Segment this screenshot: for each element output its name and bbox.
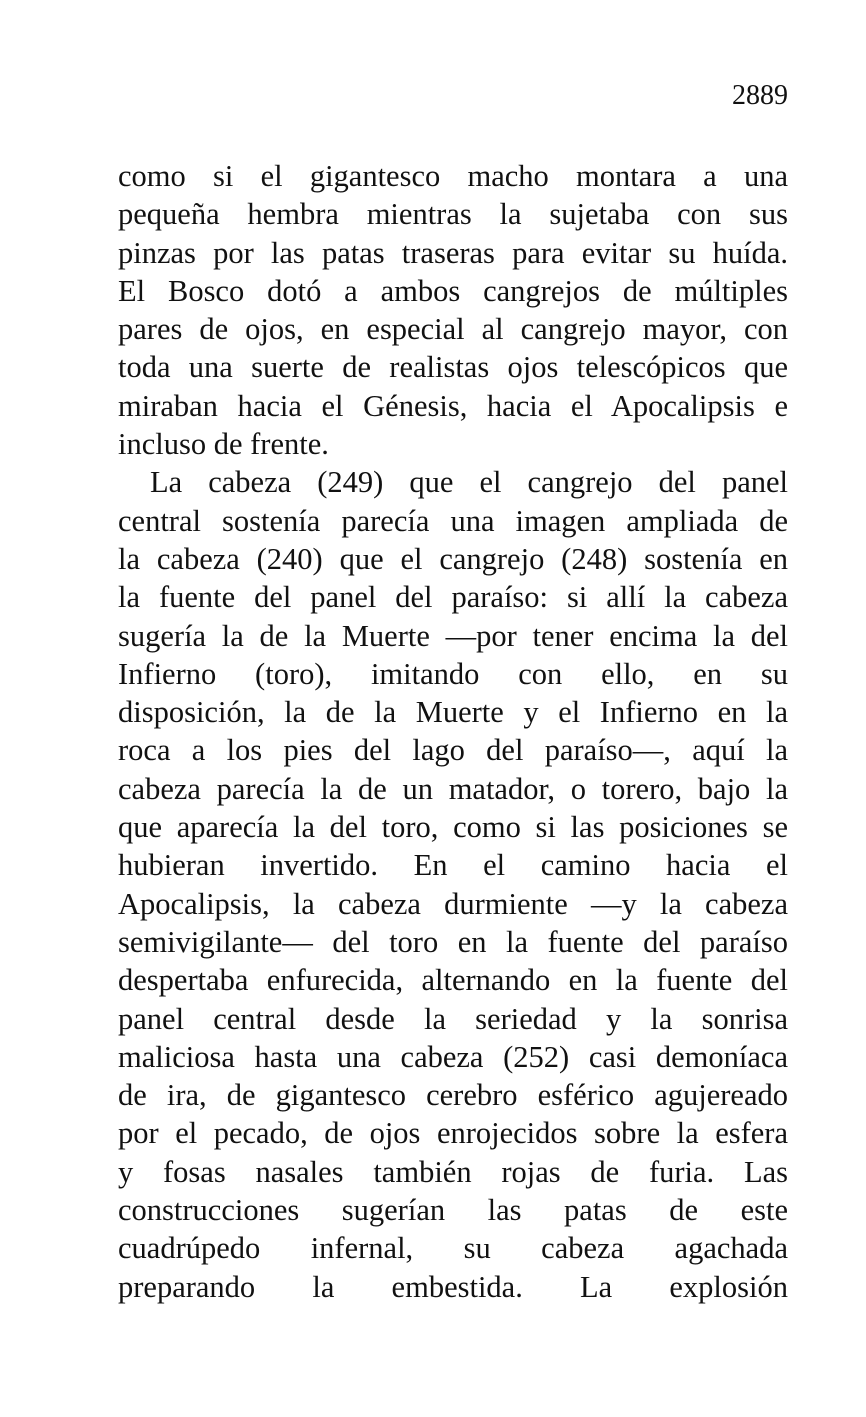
text-line: El Bosco dotó a ambos cangrejos de múltiples: [118, 273, 788, 308]
text-line: y fosas nasales también rojas de furia. Las: [118, 1154, 788, 1189]
text-line: que aparecía la del toro, como si las posiciones se: [118, 810, 788, 845]
text-line: Infierno (toro), imitando con ello, en su: [118, 656, 788, 691]
text-line: preparando la embestida. La explosión: [118, 1269, 788, 1304]
text-line: sugería la de la Muerte —por tener encima la del: [118, 618, 788, 653]
text-line: roca a los pies del lago del paraíso—, aquí la: [118, 733, 788, 768]
text-line: maliciosa hasta una cabeza (252) casi demoníaca: [118, 1039, 788, 1074]
text-line: miraban hacia el Génesis, hacia el Apocalipsis e: [118, 388, 788, 423]
text-line: construcciones sugerían las patas de este: [118, 1193, 788, 1228]
text-line: la fuente del panel del paraíso: si allí la cabeza: [118, 580, 788, 615]
page-number: 2889: [732, 80, 788, 111]
text-line: La cabeza (249) que el cangrejo del panel: [150, 465, 788, 500]
text-line: por el pecado, de ojos enrojecidos sobre la esfera: [118, 1116, 788, 1151]
text-line: toda una suerte de realistas ojos telescópicos que: [118, 350, 788, 385]
text-line: como si el gigantesco macho montara a una: [118, 159, 788, 193]
text-line: pequeña hembra mientras la sujetaba con sus: [118, 197, 788, 232]
text-line: central sostenía parecía una imagen ampliada de: [118, 503, 788, 538]
text-line: semivigilante— del toro en la fuente del paraíso: [118, 924, 788, 959]
text-line: incluso de frente.: [118, 427, 329, 462]
text-line: disposición, la de la Muerte y el Infierno en la: [118, 695, 788, 730]
text-line: hubieran invertido. En el camino hacia el: [118, 848, 788, 883]
text-line: panel central desde la seriedad y la sonrisa: [118, 1001, 788, 1036]
text-line: la cabeza (240) que el cangrejo (248) sostenía en: [118, 541, 788, 576]
text-line: Apocalipsis, la cabeza durmiente —y la cabeza: [118, 886, 788, 921]
text-line: cuadrúpedo infernal, su cabeza agachada: [118, 1231, 788, 1266]
text-line: cabeza parecía la de un matador, o torero, bajo la: [118, 771, 788, 806]
text-line: de ira, de gigantesco cerebro esférico agujereado: [118, 1078, 788, 1113]
text-line: despertaba enfurecida, alternando en la fuente del: [118, 963, 788, 998]
body-text: [118, 157, 788, 1306]
text-line: pinzas por las patas traseras para evitar su huída.: [118, 235, 788, 270]
text-line: pares de ojos, en especial al cangrejo mayor, con: [118, 312, 788, 347]
